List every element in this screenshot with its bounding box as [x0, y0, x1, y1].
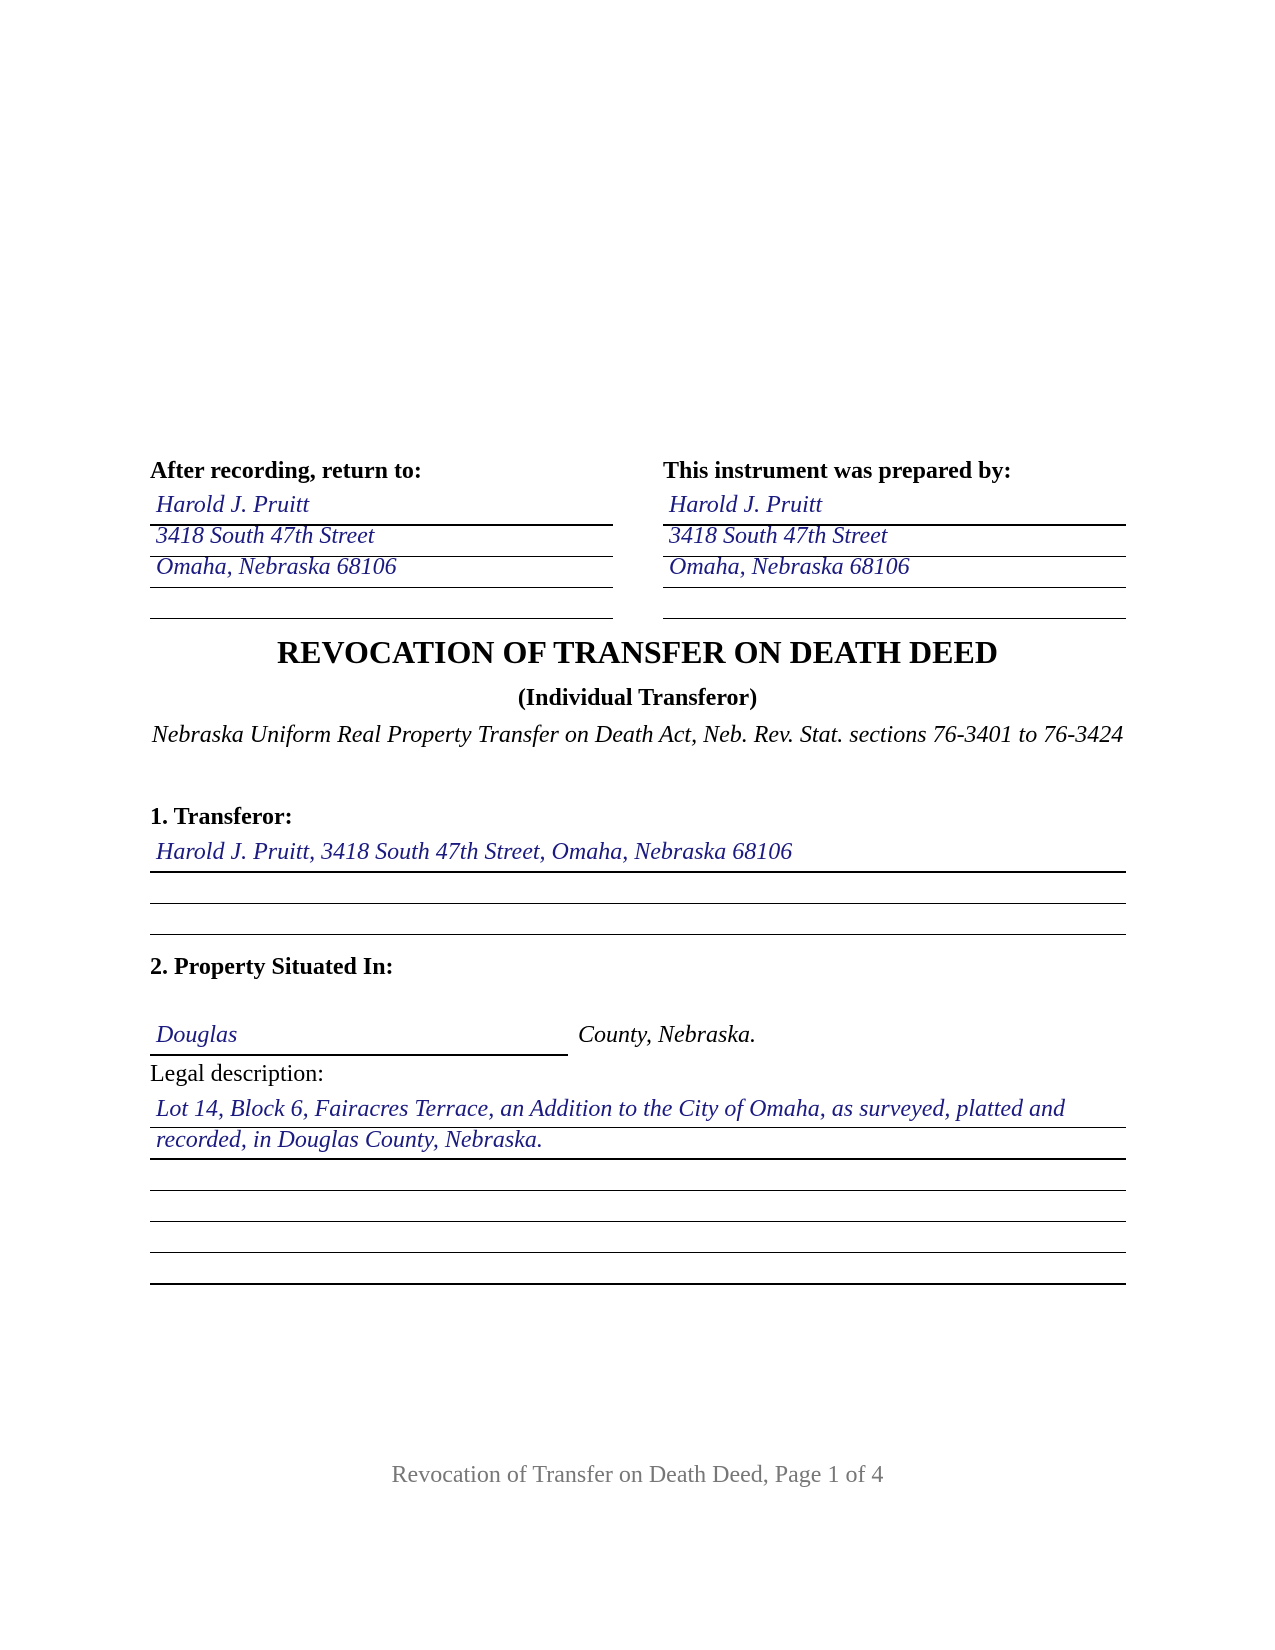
- property-heading: 2. Property Situated In:: [150, 954, 394, 980]
- prepared-by-line-4: [663, 618, 1126, 619]
- prepared-by-heading: This instrument was prepared by:: [663, 458, 1012, 484]
- transferor-line-2: [150, 903, 1126, 904]
- statute-reference: Nebraska Uniform Real Property Transfer on Death Act, Neb. Rev. Stat. sections 76-3401 to 76-3424: [151, 722, 1124, 748]
- document-subtitle: (Individual Transferor): [517, 685, 758, 711]
- legal-line-5: [150, 1252, 1126, 1253]
- county-field[interactable]: Douglas: [156, 1022, 238, 1048]
- county-line: [150, 1054, 568, 1056]
- legal-line-2: [150, 1158, 1126, 1160]
- document-title: REVOCATION OF TRANSFER ON DEATH DEED: [277, 634, 998, 670]
- return-to-city-field[interactable]: Omaha, Nebraska 68106: [156, 554, 397, 580]
- prepared-by-name-field[interactable]: Harold J. Pruitt: [669, 492, 823, 518]
- legal-line-3: [150, 1190, 1126, 1191]
- prepared-by-line-3: [663, 587, 1126, 588]
- return-to-line-3: [150, 587, 613, 588]
- legal-line-6: [150, 1283, 1126, 1285]
- transferor-line-1: [150, 871, 1126, 873]
- county-suffix: County, Nebraska.: [578, 1022, 756, 1048]
- transferor-field[interactable]: Harold J. Pruitt, 3418 South 47th Street, Omaha, Nebraska 68106: [156, 839, 793, 865]
- return-to-line-4: [150, 618, 613, 619]
- return-to-heading: After recording, return to:: [150, 458, 422, 484]
- transferor-heading: 1. Transferor:: [150, 804, 293, 830]
- legal-description-field-2[interactable]: recorded, in Douglas County, Nebraska.: [156, 1127, 543, 1153]
- page-footer: Revocation of Transfer on Death Deed, Page 1 of 4: [391, 1462, 884, 1488]
- legal-line-4: [150, 1221, 1126, 1222]
- return-to-street-field[interactable]: 3418 South 47th Street: [156, 523, 375, 549]
- legal-description-field-1[interactable]: Lot 14, Block 6, Fairacres Terrace, an Addition to the City of Omaha, as surveyed, platted and: [156, 1096, 1066, 1122]
- legal-description-label: Legal description:: [150, 1061, 324, 1087]
- return-to-name-field[interactable]: Harold J. Pruitt: [156, 492, 310, 518]
- prepared-by-street-field[interactable]: 3418 South 47th Street: [669, 523, 888, 549]
- prepared-by-city-field[interactable]: Omaha, Nebraska 68106: [669, 554, 910, 580]
- transferor-line-3: [150, 934, 1126, 935]
